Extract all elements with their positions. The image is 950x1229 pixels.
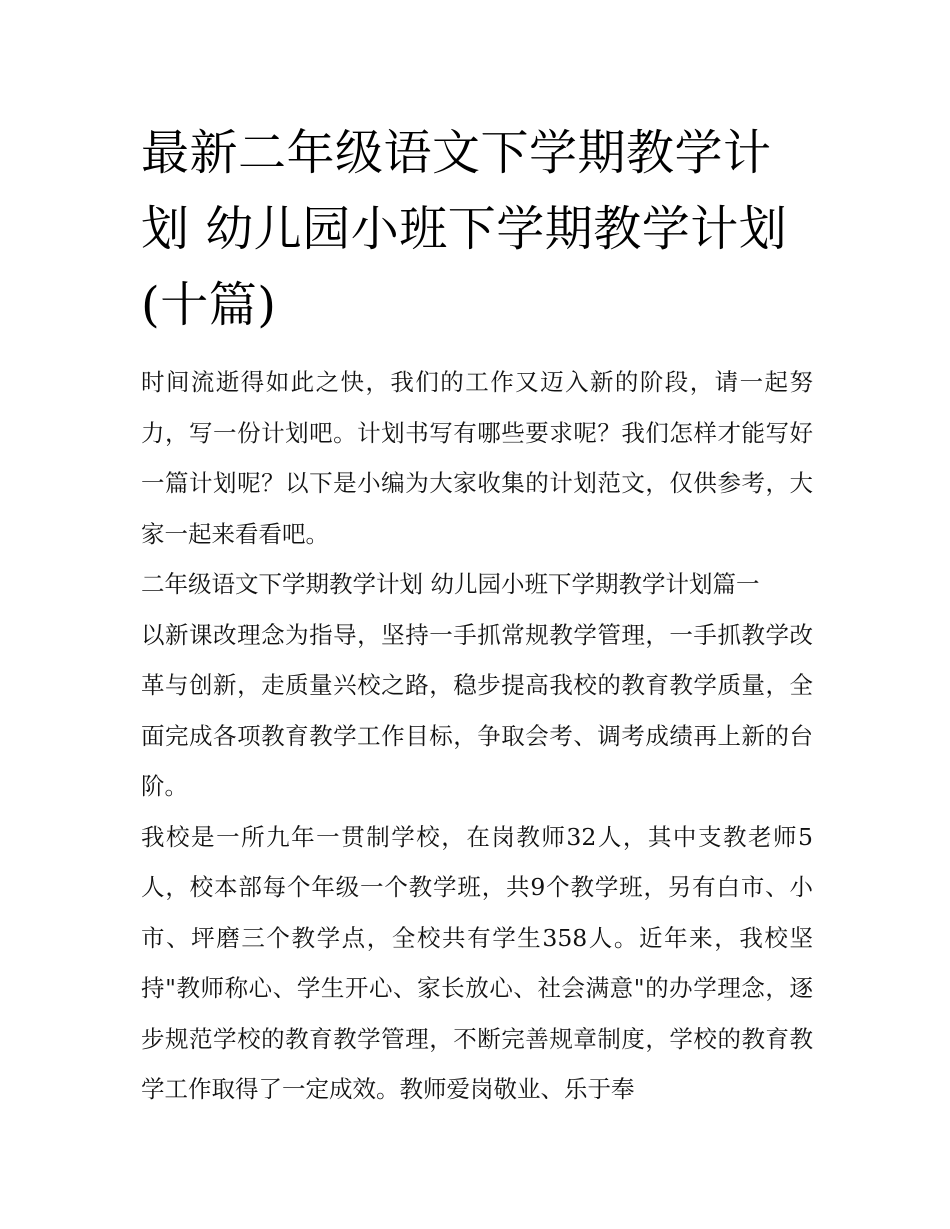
paragraph-list	[141, 357, 813, 1115]
guiding-principle-paragraph: 以新课改理念为指导，坚持一手抓常规教学管理，一手抓教学改革与创新，走质量兴校之路，稳步提高我校的教育教学质量，全面完成各项教育教学工作目标，争取会考、调考成绩再上新的台阶。	[141, 620, 813, 800]
school-overview-paragraph: 我校是一所九年一贯制学校，在岗教师32人，其中支教老师5人，校本部每个年级一个教学班，共9个教学班，另有白市、小市、坪磨三个教学点，全校共有学生358人。近年来，我校坚持"教师称心、学生开心、家长放心、社会满意"的办学理念，逐步规范学校的教育教学管理，不断完善规章制度，学校的教育教学工作取得了一定成效。教师爱岗敬业、乐于奉	[141, 822, 813, 1103]
document-title: 最新二年级语文下学期教学计划 幼儿园小班下学期教学计划(十篇)	[141, 125, 788, 333]
document-body	[141, 115, 813, 1115]
section-heading: 二年级语文下学期教学计划 幼儿园小班下学期教学计划篇一	[141, 570, 760, 598]
intro-paragraph: 时间流逝得如此之快，我们的工作又迈入新的阶段，请一起努力，写一份计划吧。计划书写有哪些要求呢？我们怎样才能写好一篇计划呢？以下是小编为大家收集的计划范文，仅供参考，大家一起来看看吧。	[141, 368, 813, 548]
